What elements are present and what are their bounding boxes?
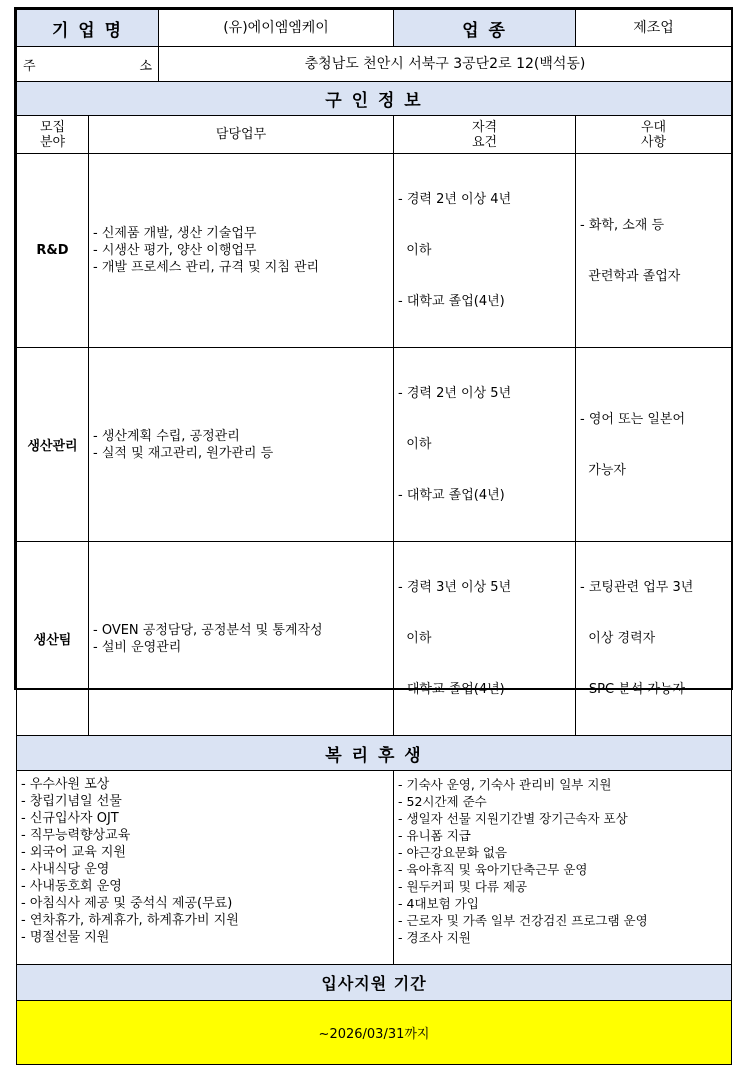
field-production-team: 생산팀 [17, 542, 89, 736]
list-item: - 생일자 선물 지원기간별 장기근속자 포상 [398, 811, 628, 826]
duties-production-team [89, 542, 394, 736]
duties-production-management [89, 348, 394, 542]
welfare-left-list [17, 771, 394, 965]
list-item: 관련학과 졸업자 [580, 268, 681, 284]
list-item: - 근로자 및 가족 일부 건강검진 프로그램 운영 [398, 913, 648, 928]
recruit-section-title: 구 인 정 보 [17, 82, 732, 116]
list-item: - 코팅관련 업무 3년 [580, 580, 694, 595]
company-name-value: (유)에이엠엠케이 [159, 10, 394, 47]
header-preference: 우대 사항 [576, 116, 732, 154]
list-item: - 영어 또는 일본어 [580, 411, 686, 427]
list-item: - 야근강요문화 없음 [398, 845, 508, 860]
industry-label: 업 종 [394, 10, 576, 47]
welfare-section-title: 복 리 후 생 [17, 736, 732, 771]
application-period: ~2026/03/31까지 [17, 1001, 732, 1065]
address-label [17, 47, 159, 82]
list-item: - 아침식사 제공 및 중석식 제공(무료) [21, 896, 233, 911]
list-item: - 52시간제 준수 [398, 794, 487, 809]
table-row [17, 348, 732, 542]
list-item: - 사내동호회 운영 [21, 879, 122, 894]
list-item: - 대학교 졸업(4년) [398, 682, 505, 697]
list-item: - 유니폼 지급 [398, 828, 471, 843]
job-posting-sheet [14, 7, 733, 1042]
application-section-title: 입사지원 기간 [17, 965, 732, 1001]
list-item: - 경력 3년 이상 5년 [398, 580, 512, 595]
preferences-production-team [576, 542, 732, 736]
list-item: - 시생산 평가, 양산 이행업무 [93, 243, 257, 258]
list-item: - 개발 프로세스 관리, 규격 및 지침 관리 [93, 260, 320, 275]
preferences-production-management [576, 348, 732, 542]
list-item: 이하 [398, 631, 432, 646]
list-item: - 우수사원 포상 [21, 777, 110, 792]
list-item: - 직무능력향상교육 [21, 828, 131, 843]
list-item: - 창립기념일 선물 [21, 794, 122, 809]
list-item: - 화학, 소재 등 [580, 217, 665, 233]
table-row [17, 542, 732, 736]
list-item: - 신제품 개발, 생산 기술업무 [93, 226, 257, 241]
list-item: - 신규입사자 OJT [21, 811, 119, 826]
duties-rnd [89, 154, 394, 348]
industry-value: 제조업 [576, 10, 732, 47]
qualifications-production-team [394, 542, 576, 736]
list-item: - 사내식당 운영 [21, 862, 110, 877]
field-production-management: 생산관리 [17, 348, 89, 542]
list-item: - SPC 분석 가능자 [580, 682, 686, 697]
list-item: - 대학교 졸업(4년) [398, 294, 505, 309]
list-item: - 육아휴직 및 육아기단축근무 운영 [398, 862, 588, 877]
welfare-right-list [394, 771, 732, 965]
field-rnd: R&D [17, 154, 89, 348]
list-item: - 경력 2년 이상 4년 [398, 192, 512, 207]
table-row [17, 154, 732, 348]
qualifications-production-management [394, 348, 576, 542]
list-item: - 대학교 졸업(4년) [398, 488, 505, 503]
qualifications-rnd [394, 154, 576, 348]
preferences-rnd [576, 154, 732, 348]
header-field: 모집 분야 [17, 116, 89, 154]
list-item: 이하 [398, 437, 432, 452]
list-item: - 기숙사 운영, 기숙사 관리비 일부 지원 [398, 777, 612, 792]
list-item: - 생산계획 수립, 공정관리 [93, 428, 240, 444]
list-item: - 연차휴가, 하계휴가, 하계휴가비 지원 [21, 913, 239, 928]
address-label-left: 주 [23, 58, 36, 74]
list-item: 이하 [398, 243, 432, 258]
list-item: - 경조사 지원 [398, 930, 471, 945]
address-value: 충청남도 천안시 서북구 3공단2로 12(백석동) [159, 47, 732, 82]
list-item: - 명절선물 지원 [21, 930, 110, 945]
list-item: - 실적 및 재고관리, 원가관리 등 [93, 445, 274, 461]
header-qualification: 자격 요건 [394, 116, 576, 154]
list-item: 이상 경력자 [580, 631, 656, 646]
posting-table [16, 9, 732, 1065]
company-name-label: 기 업 명 [17, 10, 159, 47]
address-label-right: 소 [139, 58, 153, 74]
list-item: 가능자 [580, 462, 626, 478]
list-item: - 4대보험 가입 [398, 896, 479, 911]
list-item: - OVEN 공정담당, 공정분석 및 통계작성 [93, 622, 323, 638]
list-item: - 원두커피 및 다류 제공 [398, 879, 528, 894]
list-item: - 설비 운영관리 [93, 639, 182, 655]
list-item: - 외국어 교육 지원 [21, 845, 126, 860]
header-duty: 담당업무 [89, 116, 394, 154]
list-item: - 경력 2년 이상 5년 [398, 386, 512, 401]
